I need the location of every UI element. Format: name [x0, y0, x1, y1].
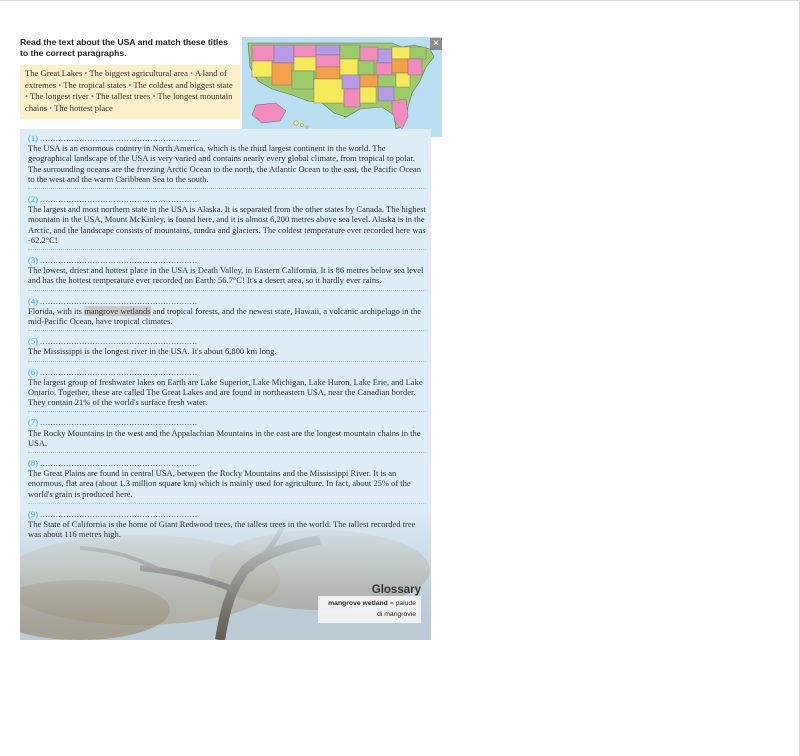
- highlighted-term[interactable]: mangrove wetlands: [84, 305, 151, 316]
- paragraph-3: [28, 255, 426, 291]
- paragraph-text: The largest and most northern state in the USA is Alaska. It is separated from the other states by Canada. The highest mountain in the USA, Mount McKinley, is found here, and it is almost 6,200 metres above sea level. Alaska is in the Arctic, and the landscape consists of mountains, tundra and glaciers. The coldest temperature ever recorded here was -62.2°C!: [28, 204, 426, 245]
- paragraph-text: The Great Plains are found in central USA, between the Rocky Mountains and the Mississippi River. It is an enormous, flat area (about 1.3 million square km) which is mainly used for agriculture. In fact, about 25% of the world's grain is produced here.: [28, 468, 411, 499]
- separator-dot: •: [152, 91, 156, 102]
- paragraph-2: [28, 194, 426, 250]
- titles-box: [20, 65, 240, 119]
- reading-panel: [20, 129, 431, 640]
- glossary-box: [318, 596, 421, 623]
- paragraph-text: The Mississippi is the longest river in the USA. It's about 6,800 km long.: [28, 346, 277, 357]
- separator-dot: •: [49, 102, 53, 113]
- separator-dot: •: [84, 68, 88, 78]
- paragraph-number: (9): [28, 508, 38, 519]
- paragraph-number: (8): [28, 458, 38, 469]
- title-option: The longest river: [30, 91, 89, 102]
- paragraph-8: [28, 458, 426, 504]
- paragraph-text: The Rocky Mountains in the west and the Appalachian Mountains in the east are the longest mountain chains in the USA.: [28, 427, 421, 448]
- paragraph-number: (4): [28, 295, 38, 306]
- paragraph-1: [28, 133, 426, 189]
- paragraph-6: [28, 367, 426, 413]
- title-option: The hottest place: [54, 102, 113, 113]
- paragraph-5: [28, 336, 426, 361]
- close-icon[interactable]: ✕: [430, 38, 442, 50]
- title-blank[interactable]: ............................................................: [40, 508, 198, 519]
- title-option: The tropical states: [63, 79, 127, 90]
- paragraph-text: The largest group of freshwater lakes on Earth are Lake Superior, Lake Michigan, Lake Huron, Lake Erie, and Lake Ontario. Together, these are called The Great Lakes and are found in northeastern USA, near the Canadian border. They contain 21% of the world's surface fresh water.: [28, 376, 423, 408]
- title-option: The Great Lakes: [25, 68, 83, 78]
- paragraph-text: The lowest, driest and hottest place in the USA is Death Valley, in Eastern California. It is 86 metres below sea level and has the hottest temperature ever recorded on Earth: 56.7°C! It's a desert area, so it hardly ever rains.: [28, 265, 424, 286]
- paragraph-number: (2): [28, 194, 38, 205]
- paragraph-9: [28, 509, 426, 544]
- title-blank[interactable]: ............................................................: [40, 295, 198, 306]
- separator-dot: •: [90, 91, 94, 102]
- paragraph-7: [28, 417, 426, 453]
- title-blank[interactable]: ............................................................: [40, 458, 198, 469]
- worksheet: [20, 37, 440, 640]
- separator-dot: •: [58, 79, 62, 90]
- title-blank[interactable]: ............................................................: [40, 194, 198, 205]
- title-option: The tallest trees: [95, 91, 151, 102]
- separator-dot: •: [128, 79, 132, 90]
- paragraphs: [28, 133, 426, 549]
- paragraph-text: The State of California is the home of Giant Redwood trees, the tallest trees in the world. The tallest recorded tree was about 116 metres high.: [28, 519, 416, 540]
- title-blank[interactable]: ............................................................: [40, 255, 198, 266]
- title-option: The coldest and biggest state: [133, 79, 233, 90]
- separator-dot: •: [190, 68, 194, 78]
- title-blank[interactable]: ............................................................: [40, 417, 198, 428]
- top-border: [0, 0, 800, 1]
- paragraph-text-end: and tropical forests, and the newest state, Hawaii, a volcanic archipelago in the mid-Pacific Ocean, have tropical climates.: [28, 305, 422, 327]
- paragraph-4: [28, 296, 426, 332]
- title-blank[interactable]: ............................................................: [40, 133, 198, 143]
- paragraph-number: (3): [28, 255, 38, 266]
- paragraph-text: The USA is an enormous country in North America, which is the third largest continent in the world. The geographical landscape of the USA is very varied and contains nearly every global climate, from tropical to polar. The surrounding oceans are the freezing Arctic Ocean to the north, the Atlantic Ocean to the east, the Pacific Ocean to the west and the warm Caribbean Sea to the south.: [28, 143, 421, 184]
- title-blank[interactable]: ............................................................: [40, 336, 198, 347]
- paragraph-number: (5): [28, 336, 38, 347]
- title-option: A land of extremes: [25, 68, 227, 90]
- instructions: Read the text about the USA and match these titles to the correct paragraphs.: [20, 37, 228, 58]
- paragraph-number: (1): [28, 133, 38, 143]
- paragraph-text-start: Florida, with its: [28, 305, 85, 316]
- glossary-title: Glossary: [371, 584, 421, 596]
- glossary-term: mangrove wetland: [328, 600, 388, 607]
- paragraph-number: (7): [28, 417, 38, 428]
- title-blank[interactable]: ............................................................: [40, 366, 198, 377]
- title-option: The longest mountain chains: [25, 91, 233, 113]
- separator-dot: •: [25, 91, 29, 102]
- title-option: The biggest agricultural area: [89, 68, 188, 78]
- glossary-definition: = palude di mangrovie: [377, 600, 416, 618]
- usa-map: [242, 37, 442, 137]
- paragraph-number: (6): [28, 366, 38, 377]
